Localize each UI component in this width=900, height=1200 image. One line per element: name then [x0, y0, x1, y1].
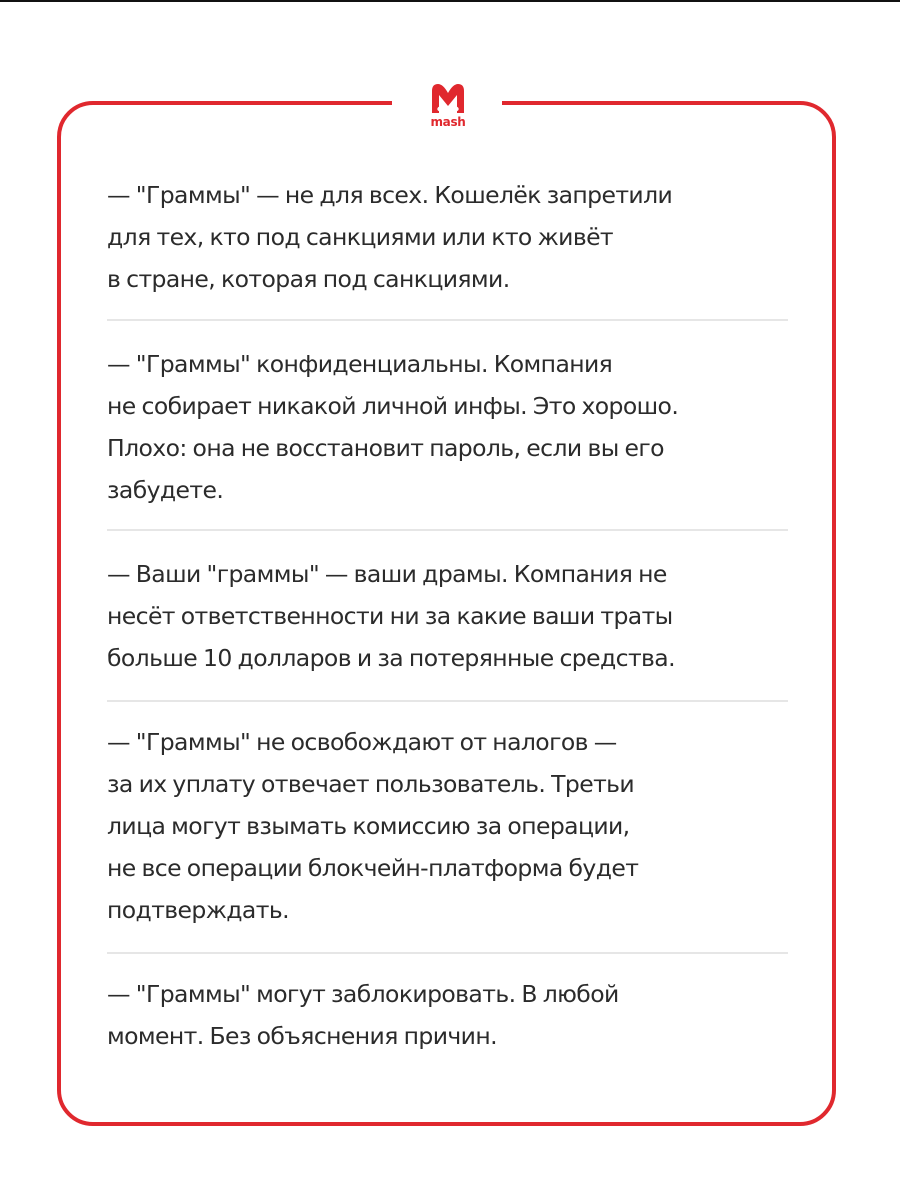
fact-item [107, 553, 675, 679]
mash-cat-m-icon [428, 82, 468, 115]
fact-line: в стране, которая под санкциями. [107, 265, 510, 293]
fact-line: за их уплату отвечает пользователь. Третьи [107, 770, 635, 798]
divider [107, 700, 788, 702]
fact-line: момент. Без объяснения причин. [107, 1022, 497, 1050]
fact-line: — "Граммы" могут заблокировать. В любой [107, 980, 619, 1008]
fact-line: — "Граммы" — не для всех. Кошелёк запретили [107, 181, 673, 209]
top-edge-rule [0, 0, 900, 2]
fact-line: Плохо: она не восстановит пароль, если вы его [107, 434, 664, 462]
fact-item [107, 973, 619, 1057]
fact-line: — "Граммы" не освобождают от налогов — [107, 728, 617, 756]
logo-wordmark: mash [430, 115, 466, 129]
fact-item [107, 174, 672, 300]
divider [107, 952, 788, 954]
fact-line: подтверждать. [107, 896, 289, 924]
fact-line: — "Граммы" конфиденциальны. Компания [107, 350, 613, 378]
fact-item [107, 721, 638, 931]
mash-logo [424, 82, 472, 132]
fact-line: несёт ответственности ни за какие ваши траты [107, 602, 673, 630]
fact-line: — Ваши "граммы" — ваши драмы. Компания не [107, 560, 667, 588]
divider [107, 319, 788, 321]
fact-line: лица могут взымать комиссию за операции, [107, 812, 630, 840]
divider [107, 529, 788, 531]
fact-line: не собирает никакой личной инфы. Это хорошо. [107, 392, 679, 420]
fact-line: для тех, кто под санкциями или кто живёт [107, 223, 614, 251]
fact-item [107, 343, 678, 511]
fact-line: больше 10 долларов и за потерянные средства. [107, 644, 675, 672]
fact-line: забудете. [107, 476, 224, 504]
fact-line: не все операции блокчейн-платформа будет [107, 854, 639, 882]
